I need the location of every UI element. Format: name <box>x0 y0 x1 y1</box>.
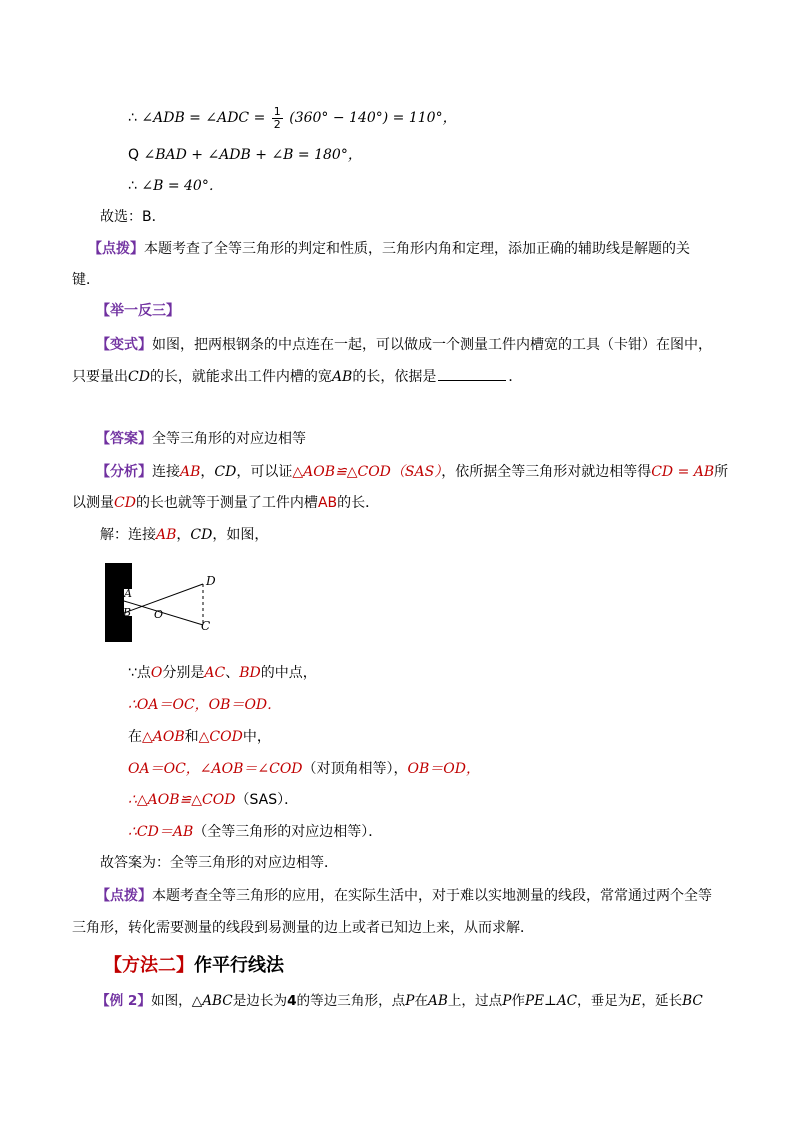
ex2-ab: AB <box>428 993 448 1009</box>
step-2: ∴OA＝OC，OB＝OD． <box>128 697 282 713</box>
ex2-t6: 作 <box>511 993 525 1009</box>
variant-line-1 <box>96 335 712 355</box>
segment-ab: AB <box>331 369 353 385</box>
answer-blank <box>438 366 506 381</box>
step-5a: ∴△AOB≌△COD <box>128 792 236 808</box>
segment-cd: CD <box>128 369 150 385</box>
example-2-tag: 【例 2】 <box>96 993 151 1009</box>
analysis-a4: ，依所据全等三角形对就边相等得 <box>441 464 652 480</box>
solution-cd: CD <box>190 527 213 543</box>
step-5 <box>128 790 298 810</box>
ex2-t4: 在 <box>414 993 429 1009</box>
analysis-equation: CD = AB <box>651 464 715 480</box>
analysis-a3: ，可以证 <box>236 464 293 480</box>
analysis-a5: 所 <box>714 464 729 480</box>
ex2-t5: 上，过点 <box>447 993 503 1009</box>
ex2-t7: ，垂足为 <box>577 993 632 1009</box>
step-1-ac: AC <box>204 665 226 681</box>
step-3b: 和 <box>184 729 199 745</box>
analysis-line-2 <box>72 493 379 513</box>
answer-text: 全等三角形的对应边相等 <box>152 431 306 447</box>
variant-text-b1: 只要量出 <box>72 369 128 385</box>
angle-sum-equation: ∠BAD + ∠ADB + ∠B = 180°， <box>143 147 362 163</box>
therefore-symbol: ∴ <box>128 110 137 126</box>
ex2-e: E <box>631 993 642 1009</box>
section-heading-jyfs: 【举一反三】 <box>96 303 180 319</box>
tip-2-line-1 <box>96 886 712 906</box>
ex2-bc: BC <box>682 993 703 1009</box>
analysis-a1: 连接 <box>152 464 180 480</box>
step-1a: ∵点 <box>128 665 151 681</box>
label-o: O <box>154 608 164 621</box>
ex2-four: 4 <box>287 993 297 1009</box>
proof-line-3 <box>128 176 223 196</box>
analysis-congruence: △AOB≌△COD（SAS） <box>292 464 442 480</box>
angle-equation: ∠ADB = ∠ADC = <box>141 110 266 126</box>
analysis-ab2: AB <box>317 495 338 511</box>
tip-tag: 【点拨】 <box>88 241 144 257</box>
solution-ab: AB <box>156 527 177 543</box>
solution-intro-b: ， <box>176 527 191 543</box>
solution-intro-c: ，如图， <box>212 527 269 543</box>
answer-line <box>96 429 306 449</box>
analysis-b3: 的长． <box>337 495 380 511</box>
method-2-title: 作平行线法 <box>194 955 284 976</box>
ex2-t2: 是边长为 <box>232 993 288 1009</box>
step-3-t2: △COD <box>198 729 243 745</box>
step-4 <box>128 759 480 779</box>
angle-b-result: ∠B = 40°． <box>141 178 223 194</box>
label-c: C <box>201 619 211 633</box>
step-1 <box>128 663 317 683</box>
step-6 <box>128 822 382 842</box>
step-1c: 、 <box>225 665 240 681</box>
rod-b-to-d <box>124 584 203 613</box>
analysis-ab: AB <box>180 464 201 480</box>
therefore-symbol-2: ∴ <box>128 178 137 194</box>
analysis-tag: 【分析】 <box>96 464 152 480</box>
variant-text-b2: 的长，就能求出工件内槽的宽 <box>149 369 332 385</box>
step-4c: OB＝OD， <box>407 761 480 777</box>
angle-calculation: (360° − 140°) = 110°， <box>289 110 457 126</box>
fraction-one-half: $\frac{1}{2}$ <box>273 104 281 131</box>
method-2-bracket: 【方法二】 <box>104 955 194 976</box>
proof-line-2 <box>128 145 362 165</box>
step-1d: 的中点， <box>260 665 317 681</box>
tip-1-line-2: 键． <box>72 272 100 288</box>
step-6a: ∴CD＝AB <box>128 824 194 840</box>
variant-text-b3: 的长，依据是 <box>352 369 437 385</box>
final-answer: 故答案为：全等三角形的对应边相等． <box>100 855 338 871</box>
analysis-cd: CD <box>214 464 237 480</box>
step-1-bd: BD <box>239 665 261 681</box>
analysis-b2: 的长也就等于测量了工件内槽 <box>135 495 318 511</box>
analysis-b1: 以测量 <box>72 495 114 511</box>
step-4b: （对顶角相等）， <box>302 761 408 777</box>
rod-ad-to-c <box>124 601 203 625</box>
choice-line: 故选：B． <box>100 209 166 225</box>
analysis-line-1 <box>96 462 728 482</box>
because-symbol: Q <box>128 147 140 163</box>
tip-2-tag: 【点拨】 <box>96 888 152 904</box>
label-a: A <box>124 587 132 600</box>
tip-1-line-1 <box>88 239 690 259</box>
ex2-p2: P <box>502 993 512 1009</box>
step-3-t1: △AOB <box>142 729 185 745</box>
variant-line-2 <box>72 366 522 387</box>
label-b: B <box>123 606 132 619</box>
step-1-o: O <box>150 665 163 681</box>
step-3a: 在 <box>128 729 142 745</box>
example-2-line <box>96 991 703 1011</box>
caliper-figure <box>100 560 230 650</box>
answer-tag: 【答案】 <box>96 431 152 447</box>
variant-text: 如图，把两根钢条的中点连在一起，可以做成一个测量工件内槽宽的工具（卡钳）在图中， <box>152 337 712 353</box>
ex2-t1: 如图， <box>150 993 192 1009</box>
tip-text: 本题考查了全等三角形的判定和性质，三角形内角和定理，添加正确的辅助线是解题的关 <box>144 241 690 257</box>
analysis-cd2: CD <box>114 495 136 511</box>
method-2-heading <box>104 953 284 979</box>
ex2-t3: 的等边三角形，点 <box>296 993 406 1009</box>
variant-tag: 【变式】 <box>96 337 152 353</box>
ex2-p: P <box>405 993 415 1009</box>
solution-intro-a: 解：连接 <box>100 527 156 543</box>
analysis-a2: ， <box>200 464 215 480</box>
step-3c: 中， <box>242 729 271 745</box>
ex2-pe: PE⊥AC <box>524 993 578 1009</box>
tip-2-line-2: 三角形，转化需要测量的线段到易测量的边上或者已知边上来，从而求解． <box>72 920 534 936</box>
tip-2-text: 本题考查全等三角形的应用，在实际生活中，对于难以实地测量的线段，常常通过两个全等 <box>152 888 712 904</box>
step-3 <box>128 727 271 747</box>
variant-text-b4: ． <box>508 369 523 385</box>
ex2-t8: ，延长 <box>641 993 683 1009</box>
proof-line-1 <box>128 104 457 132</box>
ex2-abc: △ABC <box>191 993 233 1009</box>
step-6b: （全等三角形的对应边相等）． <box>193 824 383 840</box>
step-1b: 分别是 <box>162 665 205 681</box>
step-4a: OA＝OC，∠AOB＝∠COD <box>128 761 303 777</box>
label-d: D <box>206 574 216 588</box>
step-5b: （SAS）． <box>235 792 299 808</box>
solution-intro <box>100 525 268 545</box>
